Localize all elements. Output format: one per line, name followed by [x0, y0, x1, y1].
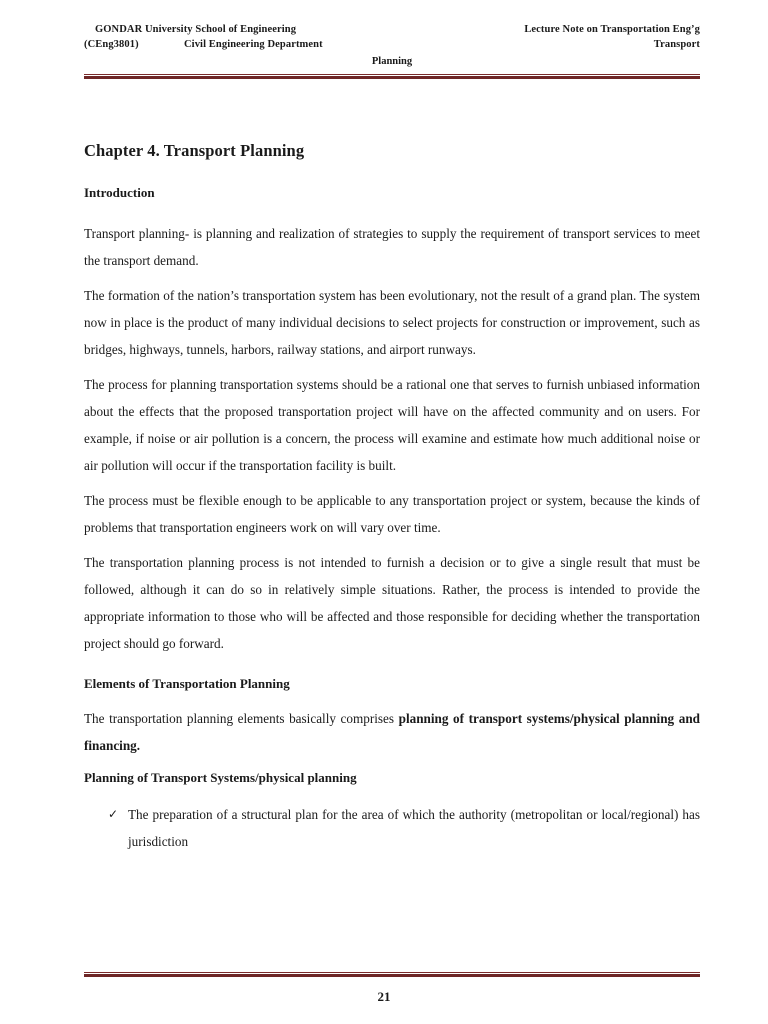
document-body — [84, 140, 700, 855]
chapter-title: Chapter 4. Transport Planning — [84, 141, 305, 160]
spacer — [84, 541, 700, 549]
check-icon: ✓ — [108, 807, 119, 821]
spacer — [84, 274, 700, 282]
list-item — [84, 801, 700, 855]
paragraph-process-rational: The process for planning transportation systems should be a rational one that serves to furnish unbiased information about the effects that the proposed transportation project will have on the affected community and on users. For example, if noise or air pollution is a concern, the process will examine and estimate how much additional noise or air pollution will occur if the transportation facility is built. — [84, 377, 700, 473]
header-subject-continuation: Planning — [371, 56, 413, 67]
footer-divider — [84, 972, 700, 978]
header-institution: GONDAR University School of Engineering — [95, 24, 297, 35]
header-course-code: (CEng3801) — [84, 39, 139, 50]
elements-heading: Elements of Transportation Planning — [84, 676, 290, 691]
planning-bullet-list — [84, 801, 700, 855]
paragraph-formation: The formation of the nation’s transportation system has been evolutionary, not the result of a grand plan. The system now in place is the product of many individual decisions to select projects for construction or improvement, such as bridges, highways, tunnels, harbors, railway stations, and airport runways. — [84, 288, 700, 357]
spacer — [84, 759, 700, 769]
paragraph-flexibility: The process must be flexible enough to be applicable to any transportation project or system, because the kinds of problems that transportation engineers work on will vary over time. — [84, 493, 700, 535]
header-subject: Transport — [653, 39, 700, 50]
header-row-2 — [84, 37, 700, 52]
header-divider — [84, 74, 700, 80]
footer-divider-thick-line — [84, 974, 700, 977]
spacer — [84, 479, 700, 487]
page-number: 21 — [377, 989, 391, 1004]
spacer — [84, 787, 700, 801]
spacer — [84, 162, 700, 184]
header-divider-thick-line — [84, 76, 700, 79]
spacer — [84, 363, 700, 371]
elements-lead-text: The transportation planning elements basically comprises — [84, 711, 399, 726]
spacer — [84, 693, 700, 705]
header-row-1 — [84, 22, 700, 37]
list-item-label: The preparation of a structural plan for the area of which the authority (metropolitan or local/regional) has jurisdiction — [128, 807, 700, 849]
introduction-heading: Introduction — [84, 185, 155, 200]
paragraph-elements — [84, 705, 700, 759]
paragraph-not-intended: The transportation planning process is not intended to furnish a decision or to give a single result that must be followed, although it can do so in relatively simple situations. Rather, the process is intended to provide the appropriate information to those who will be affected and those responsible for deciding whether the transportation project should go forward. — [84, 555, 700, 651]
header-department: Civil Engineering Department — [184, 39, 323, 50]
paragraph-definition: Transport planning- is planning and realization of strategies to supply the requirement of transport services to meet the transport demand. — [84, 226, 700, 268]
page-header — [84, 22, 700, 67]
spacer — [84, 202, 700, 220]
header-course-title: Lecture Note on Transportation Eng’g — [524, 24, 700, 35]
elements-bold-text: planning of transport systems/physical planning and financing. — [84, 711, 700, 753]
planning-subheading: Planning of Transport Systems/physical planning — [84, 770, 357, 785]
spacer — [84, 657, 700, 675]
